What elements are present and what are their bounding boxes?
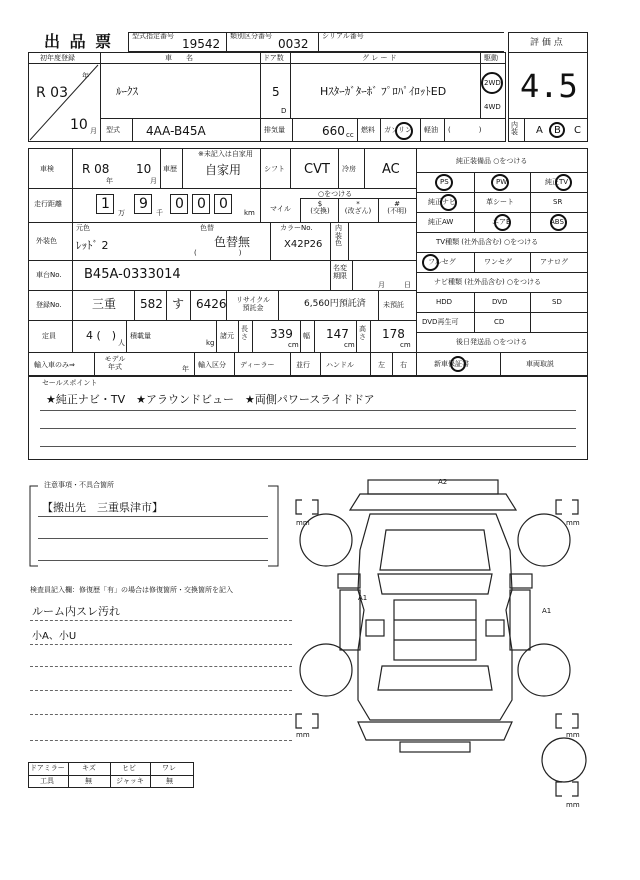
navi-label: ナビ種類 (社外品含む) ○をつける [434,278,542,286]
grade-label: グ レ ー ド [362,54,397,62]
first-reg-month: 10 [70,117,88,133]
orig-color-value: ﾚｯﾄﾞ 2 [76,239,109,252]
interior-label: 内装 [511,121,518,136]
fuel-other: ( ) [448,126,482,134]
width-value: 147 [326,327,349,341]
mileage-label: 走行距離 [34,200,62,208]
equip-ps-circle [435,174,453,191]
equip-tv: 純正TV [545,178,569,186]
diagram-left-label: A1 [358,594,368,602]
dvd-cd: CD [494,318,505,326]
caution-label: 注意事項・不具合箇所 [44,481,114,489]
year-unit: 年 [82,72,89,80]
tv-analog: アナログ [540,258,568,266]
capacity-unit: 人 [118,339,125,347]
legend-scratch: キズ [82,764,96,772]
name-change-label: 名変 期限 [333,264,347,281]
oem-label: 純正装備品 ○をつける [456,157,528,165]
equip-navi: 純正ナビ [428,198,456,206]
rating-value: 4.5 [520,67,578,105]
interior-b: B [554,125,561,136]
legend-jack-val: 無 [166,777,173,785]
name-change-month: 月 [378,281,385,289]
reg-pref: 三重 [92,297,117,311]
man-unit: 万 [118,209,125,217]
mileage-unknown: # (不明) [387,200,407,215]
reg-num: 582 [140,297,163,311]
interior-color-label: 内 装 色 [335,224,342,248]
color-no-label: カラーNo. [280,224,313,232]
diagram-top-label: A2 [438,478,448,486]
displacement-value: 660 [322,124,345,138]
load-unit: kg [206,339,215,347]
height-label: 高 さ [359,325,366,341]
first-reg-label: 初年度登録 [40,54,75,62]
equip-navi-circle [440,194,457,211]
later-warranty: 新車保証書 [434,360,469,368]
recolor-value: 色替無 [214,235,251,249]
mm-label-2: mm [566,519,580,527]
handle-left: 左 [378,361,385,369]
equip-airbag: エアB [492,218,511,226]
shift-label: シフト [264,165,285,173]
sales-label: セールスポイント [42,379,98,387]
serial-label: シリアル番号 [322,32,364,40]
import-dealer: ディーラー [240,361,275,369]
orig-color-label: 元色 [76,224,90,232]
inspection-month: 10 [136,162,152,176]
car-damage-diagram [290,470,590,810]
type-no: 19542 [182,37,221,51]
capacity-value: 4 ( ) [86,329,117,342]
km-unit: km [244,209,255,217]
history-label: 車歴 [163,165,177,173]
equip-aw: 純正AW [428,218,454,226]
color-label: 外装色 [36,237,57,245]
equip-pw: PW [496,178,508,186]
model-name: ﾙｰｸｽ [116,85,138,98]
mileage-mile: マイル [270,205,291,213]
legend-break: ワレ [162,764,176,772]
tv-fullseg: フルセグ [428,258,456,266]
later-warranty-circle [450,356,466,372]
dvd-play: DVD再生可 [422,318,459,326]
fuel-gas: ガソリン [384,126,412,134]
fuel-diesel: 軽油 [424,126,438,134]
history-value: 自家用 [205,163,242,177]
ac-value: AC [382,162,400,177]
inspection-label: 車検 [40,165,54,173]
reg-no: 6426 [196,297,227,311]
inspector-label: 検査員記入欄：修復歴「有」の場合は修復箇所・交換箇所を記入 [30,586,233,594]
sales-box [28,376,588,460]
model-label: 車 名 [165,54,193,62]
inspection-value: R 08 [82,162,110,176]
mm-label-1: mm [296,519,310,527]
import-parallel: 並行 [296,361,310,369]
mileage-tampered: * (改ざん) [344,200,372,215]
displacement-unit: cc [346,131,354,139]
legend-jack: ジャッキ [116,777,144,785]
mileage-exchange: $ (交換) [310,200,330,215]
capacity-label: 定員 [42,332,56,340]
equip-abs: ABS [550,218,564,226]
rating-label: 評 価 点 [530,38,563,48]
history-note: ※未記入は自家用 [198,150,253,158]
later-manual: 車両取説 [526,360,554,368]
equip-ps: PS [440,178,449,186]
circle-note: ○をつける [318,190,353,198]
tv-fullseg-circle [422,254,439,271]
equip-airbag-circle [494,214,511,231]
type-no-label: 型式指定番号 [132,32,174,40]
import-label: 輸入車のみ⇒ [34,361,75,369]
tv-oneseg: ワンセグ [484,258,512,266]
note-line-2: 小A、小U [32,631,77,642]
recolor-label: 色替 [200,224,214,232]
displacement-label: 排気量 [264,126,285,134]
inspection-year-unit: 年 [106,177,113,185]
sales-text: ★純正ナビ・TV ★アラウンドビュー ★両側パワースライドドア [46,393,375,406]
noreq-label: 諸元 [220,332,234,340]
length-value: 339 [270,327,293,341]
caution-text: 【搬出先 三重県津市】 [42,501,163,514]
model-year-unit: 年 [182,365,189,373]
class-no: 0032 [278,37,309,51]
later-label: 後日発送品 ○をつける [456,338,528,346]
caution-bracket [28,480,288,570]
shift-value: CVT [304,162,330,177]
length-label: 長 さ [241,325,248,341]
mm-label-4: mm [566,731,580,739]
ac-label: 冷房 [342,165,356,173]
chassis-value: B45A-0333014 [84,267,181,282]
interior-c: C [574,125,581,136]
load-label: 積載量 [130,332,151,340]
interior-a: A [536,125,543,136]
color-no-value: X42P26 [284,239,323,250]
name-change-day: 日 [404,281,411,289]
grade-value: Hｽﾀｰｶﾞﾀｰﾎﾞ ﾌﾟﾛﾊﾟｲﾛｯﾄED [320,85,447,98]
width-unit: cm [344,341,355,349]
recycle-value: 6,560円預託済 [304,299,366,309]
height-value: 178 [382,327,405,341]
legend-tools: 工具 [40,777,54,785]
length-unit: cm [288,341,299,349]
recycle-label: リサイクル 預託金 [235,296,271,313]
class-no-label: 類別区分番号 [230,32,272,40]
doors-type: D [281,107,287,115]
navi-hdd: HDD [436,298,453,306]
handle-right: 右 [400,361,407,369]
mm-label-5: mm [566,801,580,809]
recycle-unpaid: 未預託 [383,301,404,309]
navi-sd: SD [552,298,562,306]
sen-unit: 千 [156,209,163,217]
reg-label: 登録No. [36,301,62,309]
type-value: 4AA-B45A [146,124,206,138]
reg-kana: す [172,297,185,311]
tv-label: TV種類 (社外品含む) ○をつける [436,238,539,246]
diagram-right-label: A1 [542,607,552,615]
drive-4wd: 4WD [484,103,501,111]
recolor-paren: ( ) [194,249,242,257]
legend-mirror: ドアミラー [30,764,65,772]
equip-sr: SR [553,198,563,206]
type-label: 型式 [106,126,120,134]
equip-tv-circle [555,174,572,191]
legend-tools-val: 無 [85,777,92,785]
chassis-label: 車台No. [36,271,62,279]
equip-abs-circle [550,214,567,231]
note-line-1: ルーム内スレ汚れ [32,605,120,618]
drive-2wd: 2WD [484,79,501,87]
model-year-label: モデル 年式 [104,355,126,372]
handle-label: ハンドル [326,361,354,369]
navi-dvd: DVD [492,298,508,306]
legend-crack: ヒビ [122,764,136,772]
month-unit: 月 [90,127,97,135]
inspection-month-unit: 月 [150,177,157,185]
form-title: 出 品 票 [44,32,114,51]
fuel-label: 燃料 [361,126,375,134]
height-unit: cm [400,341,411,349]
drive-label: 駆動 [484,54,498,62]
doors-label: ドア数 [263,54,284,62]
doors-value: 5 [272,85,280,99]
width-label: 幅 [303,332,310,340]
first-reg-year: R 03 [36,85,68,101]
equip-leather: 革シート [486,198,514,206]
equip-pw-circle [491,174,509,191]
fuel-gas-circle [395,122,413,140]
mm-label-3: mm [296,731,310,739]
import-cat-label: 輸入区分 [198,361,226,369]
